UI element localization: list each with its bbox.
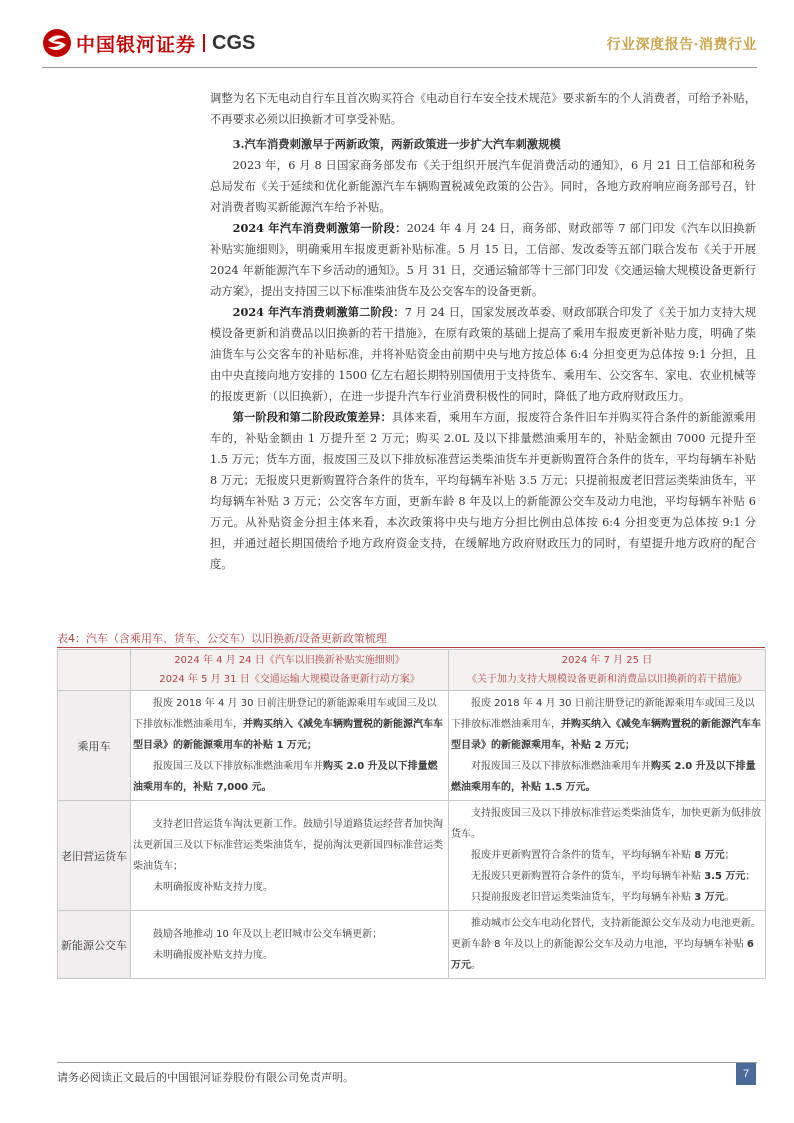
cell-text-bold: 6 万元 [451, 939, 754, 971]
cell-text: 对报废国三及以下排放标准燃油乘用车并 [471, 761, 651, 772]
report-category: 行业深度报告·消费行业 [606, 37, 757, 53]
footer-divider [57, 1062, 757, 1063]
cell-paragraph: 无报废只更新购置符合条件的货车，平均每辆车补贴 3.5 万元； [471, 871, 756, 882]
cell-text: 无报废只更新购置符合条件的货车，平均每辆车补贴 [471, 871, 705, 882]
cell-paragraph [451, 756, 763, 798]
cell-text: 报废 2018 年 4 月 30 日前注册登记的新能源乘用车或国三及以下排放标准燃油乘用车， [451, 698, 755, 730]
paragraph-text: 2024 年 4 月 24 日，商务部、财政部等 7 部门印发《汽车以旧换新补贴实施细则》，明确乘用车报废更新补贴标准。5 月 15 日，工信部、发改委等五部门联合发布《关于开展 2024 年新能源汽车下乡活动的通知》。5 月 31 日，交通运输部等十三部门印发《交通运输大规模设备更新行动方案》，提出支持国三以下标准柴油货车及公交客车的设备更新。 [210, 222, 756, 298]
cell-paragraph: 只提前报废老旧营运类柴油货车，平均每辆车补贴 3 万元。 [471, 892, 735, 903]
table-header-col1 [131, 650, 449, 691]
cell-paragraph: 支持报废国三及以下排放标准营运类柴油货车，加快更新为低排放货车。 [451, 808, 761, 840]
cell-text-bold: 购买 2.0 升及以下排量燃油乘用车的，补贴 7,000 元。 [133, 761, 438, 793]
table-cell [449, 691, 766, 801]
paragraph-lead: 2024 年汽车消费刺激第二阶段： [232, 305, 405, 319]
cell-text-bold: 并购买纳入《减免车辆购置税的新能源汽车车型目录》的新能源乘用车的补贴 1 万元； [133, 719, 443, 751]
table-cell [449, 911, 766, 979]
cell-paragraph: 未明确报废补贴支持力度。 [153, 949, 273, 961]
disclaimer-text: 请务必阅读正文最后的中国银河证券股份有限公司免责声明。 [57, 1071, 354, 1084]
header-line: 2024 年 7 月 25 日 [561, 655, 653, 666]
brand-name-en: CGS [212, 31, 256, 54]
company-logo [42, 28, 255, 58]
header-line: 2024 年 4 月 24 日《汽车以旧换新补贴实施细则》 [174, 655, 405, 666]
cell-text-bold: 购买 2.0 升及以下排量燃油乘用车的，补贴 1.5 万元。 [451, 761, 756, 793]
policy-table [57, 649, 766, 979]
cell-text-bold: 并购买纳入《减免车辆购置税的新能源汽车车型目录》的新能源乘用车，补贴 2 万元； [451, 719, 761, 751]
paragraph [210, 302, 756, 407]
table-header-col2 [449, 650, 766, 691]
table-cell [131, 801, 449, 911]
cell-paragraph [451, 693, 763, 756]
paragraph [210, 155, 756, 218]
cell-text-bold: 8 万元 [694, 850, 725, 861]
table-row [58, 691, 766, 801]
header-line: 2024 年 5 月 31 日《交通运输大规模设备更新行动方案》 [159, 674, 420, 685]
table-title: 表4：汽车（含乘用车、货车、公交车）以旧换新/设备更新政策梳理 [57, 632, 387, 645]
cell-paragraph: 支持老旧营运货车淘汰更新工作。鼓励引导道路货运经营者加快淘汰更新国三及以下标准营运类柴油货车，提前淘汰更新国四标准营运类柴油货车； [133, 818, 443, 872]
cgs-logo-icon [42, 28, 72, 58]
cell-text: 报废国三及以下排放标准燃油乘用车并 [153, 761, 323, 772]
paragraph-lead: 2024 年汽车消费刺激第一阶段： [232, 221, 407, 235]
cell-text-bold: 3 万元 [694, 892, 725, 903]
row-label: 老旧营运货车 [58, 801, 131, 911]
cell-text-bold: 3.5 万元 [704, 871, 746, 882]
paragraph-lead: 第一阶段和第二阶段政策差异： [232, 410, 392, 424]
paragraph-text: 2023 年，6 月 8 日国家商务部发布《关于组织开展汽车促消费活动的通知》，6 月 21 日工信部和税务总局发布《关于延续和优化新能源汽车车辆购置税减免政策的公告》。同时，各地方政府响应商务部号召，针对消费者购买新能源汽车给予补贴。 [210, 159, 756, 214]
cell-text: 推动城市公交车电动化替代，支持新能源公交车及动力电池更新。更新车龄 8 年及以上的新能源公交车及动力电池，平均每辆车补贴 [451, 918, 761, 950]
cell-paragraph: 报废并更新购置符合条件的货车，平均每辆车补贴 8 万元； [471, 850, 735, 861]
cell-paragraph [133, 756, 446, 798]
table-header-row [58, 650, 766, 691]
report-body [210, 88, 756, 575]
row-label: 新能源公交车 [58, 911, 131, 979]
brand-name-cn: 中国银河证券 [76, 33, 197, 56]
cell-paragraph: 鼓励各地推动 10 年及以上老旧城市公交车辆更新； [153, 928, 383, 940]
table-row [58, 801, 766, 911]
section-heading: 3.汽车消费刺激早于两新政策，两新政策进一步扩大汽车刺激规模 [232, 137, 561, 151]
cell-text: 报废并更新购置符合条件的货车，平均每辆车补贴 [471, 850, 695, 861]
header-divider [42, 67, 757, 68]
brand-divider [203, 34, 205, 52]
paragraph: 调整为名下无电动自行车且首次购买符合《电动自行车安全技术规范》要求新车的个人消费者，可给予补贴，不再要求必须以旧换新才可享受补贴。 [210, 92, 756, 126]
table-cell [449, 801, 766, 911]
cell-text: 报废 2018 年 4 月 30 日前注册登记的新能源乘用车或国三及以下排放标准燃油乘用车， [133, 698, 437, 730]
table-cell [131, 911, 449, 979]
cell-paragraph: 推动城市公交车电动化替代，支持新能源公交车及动力电池更新。更新车龄 8 年及以上的新能源公交车及动力电池，平均每辆车补贴 6 万元。 [451, 918, 761, 971]
paragraph-text: 7 月 24 日，国家发展改革委、财政部联合印发了《关于加力支持大规模设备更新和消费品以旧换新的若干措施》，在原有政策的基础上提高了乘用车报废更新补贴力度，明确了柴油货车与公交客车的补贴标准，并将补贴资金由前期中央与地方按总体 6:4 分担变更为总体按 9:1 分担，且由中央直接向地方安排的 1500 亿左右超长期特别国债用于支持货车、乘用车、公交客车、家电、农业机械等的报废更新（以旧换新），在进一步提升汽车行业消费积极性的同时，降低了地方政府财政压力。 [210, 306, 756, 403]
cell-paragraph: 未明确报废补贴支持力度。 [153, 881, 273, 893]
row-label: 乘用车 [58, 691, 131, 801]
paragraph [210, 407, 756, 575]
page-number: 7 [736, 1063, 756, 1085]
paragraph [210, 218, 756, 302]
cell-text: 只提前报废老旧营运类柴油货车，平均每辆车补贴 [471, 892, 695, 903]
table-title-rule [57, 647, 765, 648]
table-cell [131, 691, 449, 801]
table-header-blank [58, 650, 131, 691]
header-line: 《关于加力支持大规模设备更新和消费品以旧换新的若干措施》 [467, 674, 747, 685]
paragraph-text: 具体来看，乘用车方面，报废符合条件旧车并购买符合条件的新能源乘用车的，补贴金额由 1 万提升至 2 万元；购买 2.0L 及以下排量燃油乘用车的，补贴金额由 7000 元提升至 1.5 万元；货车方面，报废国三及以下排放标准营运类柴油货车并更新购置符合条件的货车，平均每辆车补贴 8 万元；无报废只更新购置符合条件的货车，平均每辆车补贴 3.5 万元；只提前报废老旧营运类柴油货车，平均每辆车补贴 3 万元；公交客车方面，更新车龄 8 年及以上的新能源公交车及动力电池，平均每辆车补贴 6 万元。从补贴资金分担主体来看，本次政策将中央与地方分担比例由总体按 6:4 分担变更为总体按 9:1 分担，并通过超长期国债给予地方政府资金支持，在缓解地方政府财政压力的同时，有望提升地方政府的配合度。 [210, 411, 756, 571]
cell-paragraph [133, 693, 446, 756]
page-header [0, 0, 794, 60]
table-row [58, 911, 766, 979]
